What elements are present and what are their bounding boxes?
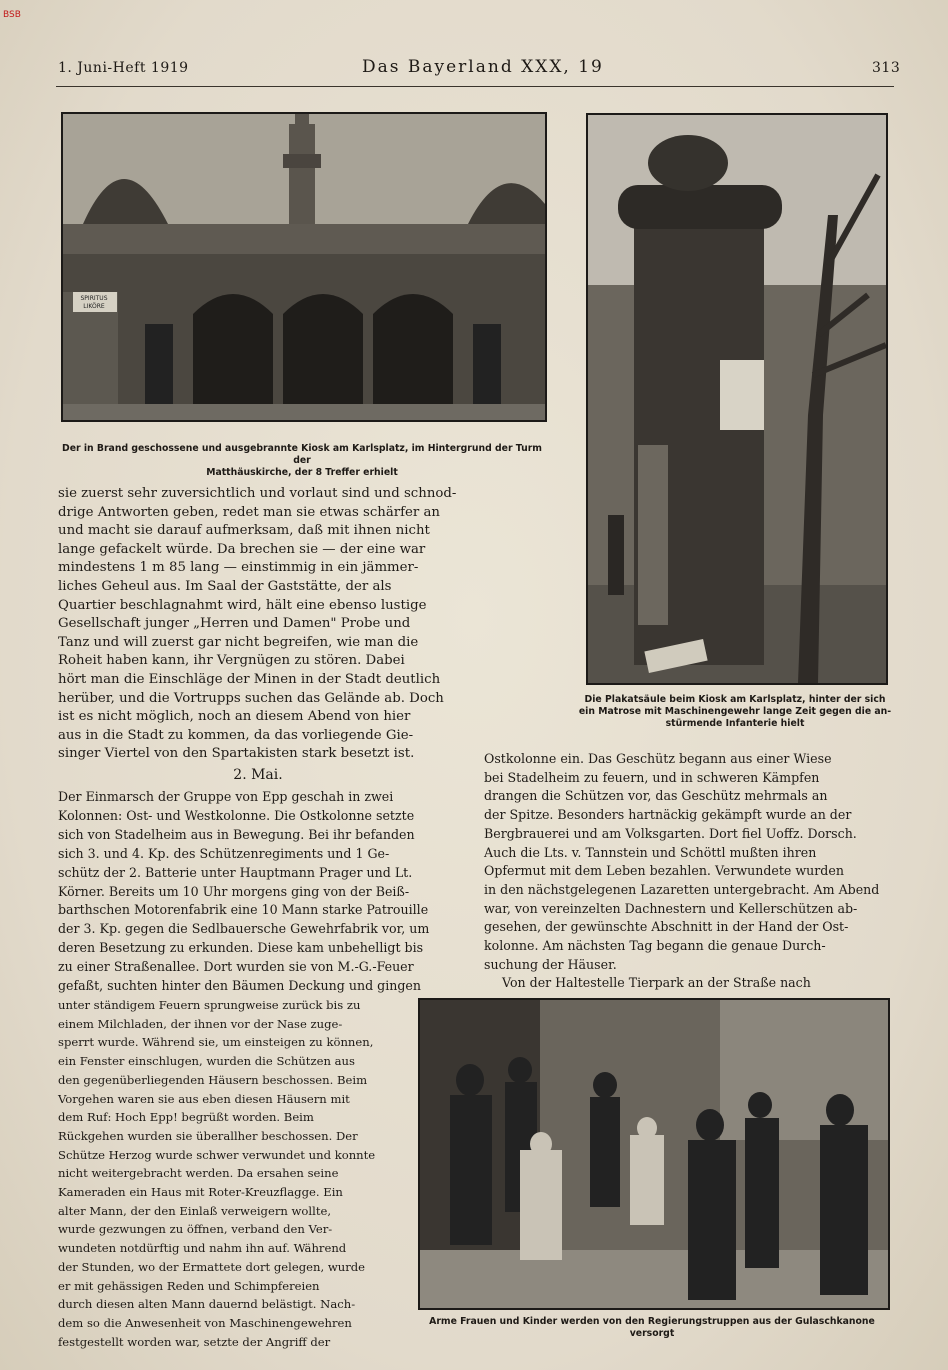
shop-sign-1: SPIRITUS xyxy=(80,295,108,302)
text-line: kolonne. Am nächsten Tag begann die genaue Durch- xyxy=(484,938,826,954)
text-line: war, von vereinzelten Dachnestern und Kellerschützen ab- xyxy=(484,900,858,916)
kiosk-caption xyxy=(61,443,543,479)
text-line: durch diesen alten Mann dauernd belästigt. Nach- xyxy=(58,1297,356,1312)
text-line: hört man die Einschläge der Minen in der Stadt deutlich xyxy=(58,671,441,687)
text-line: der Stunden, wo der Ermattete dort gelegen, wurde xyxy=(58,1259,366,1274)
page-number: 313 xyxy=(872,60,901,76)
text-line: deren Besetzung zu erkunden. Diese kam unbehelligt bis xyxy=(58,940,424,956)
text-line: Quartier beschlagnahmt wird, hält eine ebenso lustige xyxy=(58,597,427,613)
text-line: wundeten notdürftig und nahm ihn auf. Während xyxy=(58,1241,347,1256)
text-line: herüber, und die Vortrupps suchen das Gelände ab. Doch xyxy=(58,690,444,706)
text-line: ein Fenster einschlugen, wurden die Schützen aus xyxy=(58,1054,355,1069)
header-rule xyxy=(56,86,894,87)
text-line: dem Ruf: Hoch Epp! begrüßt worden. Beim xyxy=(58,1110,314,1125)
text-line: sie zuerst sehr zuversichtlich und vorlaut sind und schnod- xyxy=(58,486,457,501)
text-line: nicht weitergebracht werden. Da ersahen seine xyxy=(58,1166,339,1181)
text-line: in den nächstgelegenen Lazaretten untergebracht. Am Abend xyxy=(484,881,880,897)
issue-date: 1. Juni-Heft 1919 xyxy=(58,60,189,76)
text-line: gesehen, der gewünschte Abschnitt in der Hand der Ost- xyxy=(484,919,849,935)
poster-column-photo xyxy=(586,113,888,685)
text-line: liches Geheul aus. Im Saal der Gaststätte, der als xyxy=(58,578,392,594)
left-column-bottom-narrow xyxy=(58,996,398,1351)
text-line: drangen die Schützen vor, das Geschütz mehrmals an xyxy=(484,788,828,804)
text-line: festgestellt worden war, setzte der Angriff der xyxy=(58,1334,331,1349)
text-line: sperrt wurde. Während sie, um einsteigen zu können, xyxy=(58,1035,374,1050)
text-line: Der Einmarsch der Gruppe von Epp geschah in zwei xyxy=(58,789,394,804)
text-line: Kameraden ein Haus mit Roter-Kreuzflagge. Ein xyxy=(58,1185,343,1200)
text-line: Opfermut mit dem Leben bezahlen. Verwundete wurden xyxy=(484,863,844,879)
text-line: schütz der 2. Batterie unter Hauptmann Prager und Lt. xyxy=(58,864,413,880)
text-line: Tanz und will zuerst gar nicht begreifen, wie man die xyxy=(58,634,419,650)
crowd-caption: Arme Frauen und Kinder werden von den Regierungstruppen aus der Gulaschkanone versorgt xyxy=(429,1316,875,1339)
text-line: suchung der Häuser. xyxy=(484,956,617,972)
text-line: Bergbrauerei und am Volksgarten. Dort fiel Uoffz. Dorsch. xyxy=(484,825,857,841)
text-line: unter ständigem Feuern sprungweise zurück bis zu xyxy=(58,998,361,1012)
text-line: einem Milchladen, der ihnen vor der Nase zuge- xyxy=(58,1016,343,1031)
text-line: den gegenüberliegenden Häusern beschossen. Beim xyxy=(58,1072,368,1087)
text-line: sich von Stadelheim aus in Bewegung. Bei ihr befanden xyxy=(58,826,415,842)
poster-column-caption-line1: Die Plakatsäule beim Kiosk am Karlsplatz, hinter der sich xyxy=(584,694,886,705)
text-line: Von der Haltestelle Tierpark an der Straße nach xyxy=(502,975,811,991)
text-line: mindestens 1 m 85 lang — einstimmig in ein jämmer- xyxy=(58,560,419,576)
left-column-top-text xyxy=(58,485,544,764)
text-line: Auch die Lts. v. Tannstein und Schöttl mußten ihren xyxy=(484,844,817,860)
text-line: ist es nicht möglich, noch an diesem Abend von hier xyxy=(58,709,411,725)
text-line: Kolonnen: Ost- und Westkolonne. Die Ostkolonne setzte xyxy=(58,807,415,823)
text-line: barthschen Motorenfabrik eine 10 Mann starke Patrouille xyxy=(58,902,429,918)
text-line: zu einer Straßenallee. Dort wurden sie von M.-G.-Feuer xyxy=(58,959,414,975)
text-line: er mit gehässigen Reden und Schimpfereien xyxy=(58,1278,320,1293)
text-line: lange gefackelt würde. Da brechen sie — der eine war xyxy=(58,541,426,557)
text-line: der Spitze. Besonders hartnäckig gekämpft wurde an der xyxy=(484,807,852,823)
right-column-text xyxy=(484,750,888,993)
section-heading: 2. Mai. xyxy=(233,767,283,783)
text-line: und macht sie darauf aufmerksam, daß mit ihnen nicht xyxy=(58,523,430,539)
text-line: drige Antworten geben, redet man sie etwas schärfer an xyxy=(58,504,440,520)
text-line: der 3. Kp. gegen die Sedlbauersche Gewehrfabrik vor, um xyxy=(58,921,430,937)
shop-sign-2: LIKÖRE xyxy=(83,303,105,310)
text-line: Schütze Herzog wurde schwer verwundet und konnte xyxy=(58,1147,376,1162)
crowd-photo xyxy=(418,998,890,1310)
poster-column-caption-line3: stürmende Infanterie hielt xyxy=(665,718,805,729)
text-line: Vorgehen waren sie aus eben diesen Häusern mit xyxy=(58,1091,350,1106)
text-line: gefaßt, suchten hinter den Bäumen Deckung und gingen xyxy=(58,978,421,994)
text-line: Körner. Bereits um 10 Uhr morgens ging von der Beiß- xyxy=(58,883,410,899)
text-line: Gesellschaft junger „Herren und Damen" Probe und xyxy=(58,616,411,632)
text-line: bei Stadelheim zu feuern, und in schweren Kämpfen xyxy=(484,769,820,785)
bsb-watermark: BSB xyxy=(3,10,21,20)
text-line: Roheit haben kann, ihr Vergnügen zu stören. Dabei xyxy=(58,653,405,669)
text-line: alter Mann, der den Einlaß verweigern wollte, xyxy=(58,1203,332,1218)
text-line: Ostkolonne ein. Das Geschütz begann aus einer Wiese xyxy=(484,751,832,766)
left-column-bottom-wide xyxy=(58,788,462,996)
text-line: dem so die Anwesenheit von Maschinengewehren xyxy=(58,1315,352,1330)
text-line: sich 3. und 4. Kp. des Schützenregiments und 1 Ge- xyxy=(58,845,390,861)
poster-column-caption-line2: ein Matrose mit Maschinengewehr lange Zeit gegen die an- xyxy=(578,706,892,717)
poster-column-caption xyxy=(578,694,892,730)
kiosk-caption-line2: Matthäuskirche, der 8 Treffer erhielt xyxy=(206,467,398,478)
text-line: Rückgehen wurden sie überallher beschossen. Der xyxy=(58,1128,358,1143)
text-line: aus in die Stadt zu kommen, da das vorliegende Gie- xyxy=(58,727,414,743)
kiosk-caption-line1: Der in Brand geschossene und ausgebrannte Kiosk am Karlsplatz, im Hintergrund der Turm der xyxy=(62,443,542,466)
text-line: wurde gezwungen zu öffnen, verband den Ver- xyxy=(58,1222,333,1237)
text-line: singer Viertel von den Spartakisten stark besetzt ist. xyxy=(58,746,415,762)
journal-title: Das Bayerland XXX, 19 xyxy=(362,57,604,77)
kiosk-photo xyxy=(61,112,547,422)
